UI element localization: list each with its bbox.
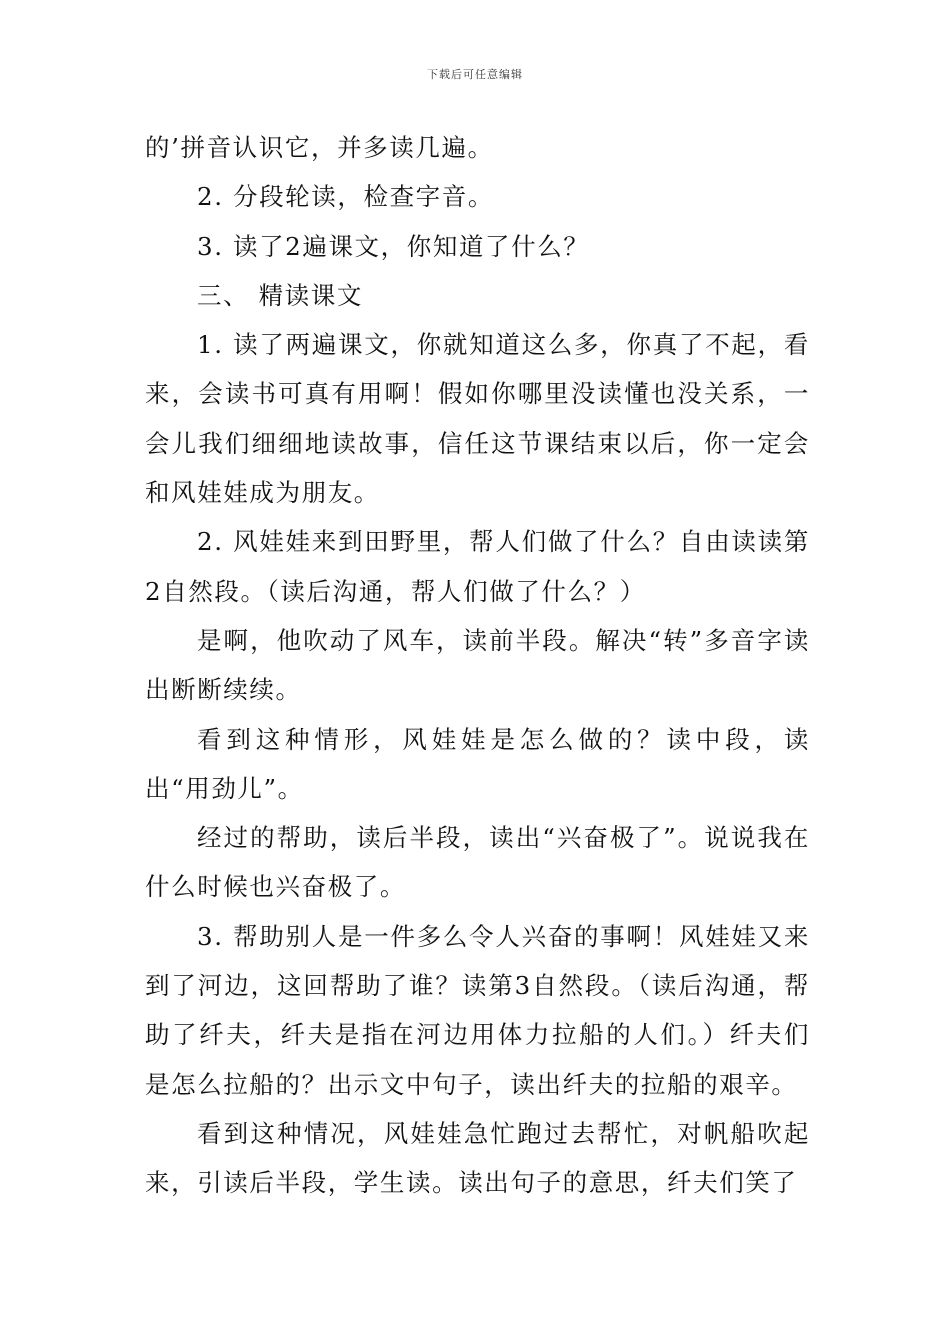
- paragraph: 经过的帮助，读后半段，读出“兴奋极了”。说说我在什么时候也兴奋极了。: [145, 823, 810, 902]
- paragraph: 的’拼音认识它，并多读几遍。: [145, 133, 494, 162]
- paragraph: 1. 读了两遍课文，你就知道这么多，你真了不起，看来，会读书可真有用啊！假如你哪里没读懂也没关系，一会儿我们细细地读故事，信任这节课结束以后，你一定会和风娃娃成为朋友。: [145, 330, 810, 508]
- paragraph: 看到这种情形，风娃娃是怎么做的？读中段，读出“用劲儿”。: [145, 724, 810, 803]
- paragraph: 2. 风娃娃来到田野里，帮人们做了什么？自由读读第2自然段。（读后沟通，帮人们做了什么？）: [145, 527, 810, 606]
- paragraph: 是啊，他吹动了风车，读前半段。解决“转”多音字读出断断续续。: [145, 625, 810, 705]
- paragraph: 2. 分段轮读，检查字音。: [197, 182, 494, 212]
- page-header: 下载后可任意编辑: [427, 68, 523, 81]
- paragraph: 3. 读了2遍课文，你知道了什么？: [197, 231, 590, 261]
- document-body: [145, 123, 810, 1208]
- paragraph: 3. 帮助别人是一件多么令人兴奋的事啊！风娃娃又来到了河边，这回帮助了谁？读第3自然段。（读后沟通，帮助了纤夫，纤夫是指在河边用体力拉船的人们。）纤夫们是怎么拉船的？出示文中句子，读出纤夫的拉船的艰辛。: [145, 921, 810, 1099]
- paragraph: 看到这种情况，风娃娃急忙跑过去帮忙，对帆船吹起来，引读后半段，学生读。读出句子的意思，纤夫们笑了: [145, 1118, 810, 1198]
- section-heading: 三、 精读课文: [197, 280, 363, 310]
